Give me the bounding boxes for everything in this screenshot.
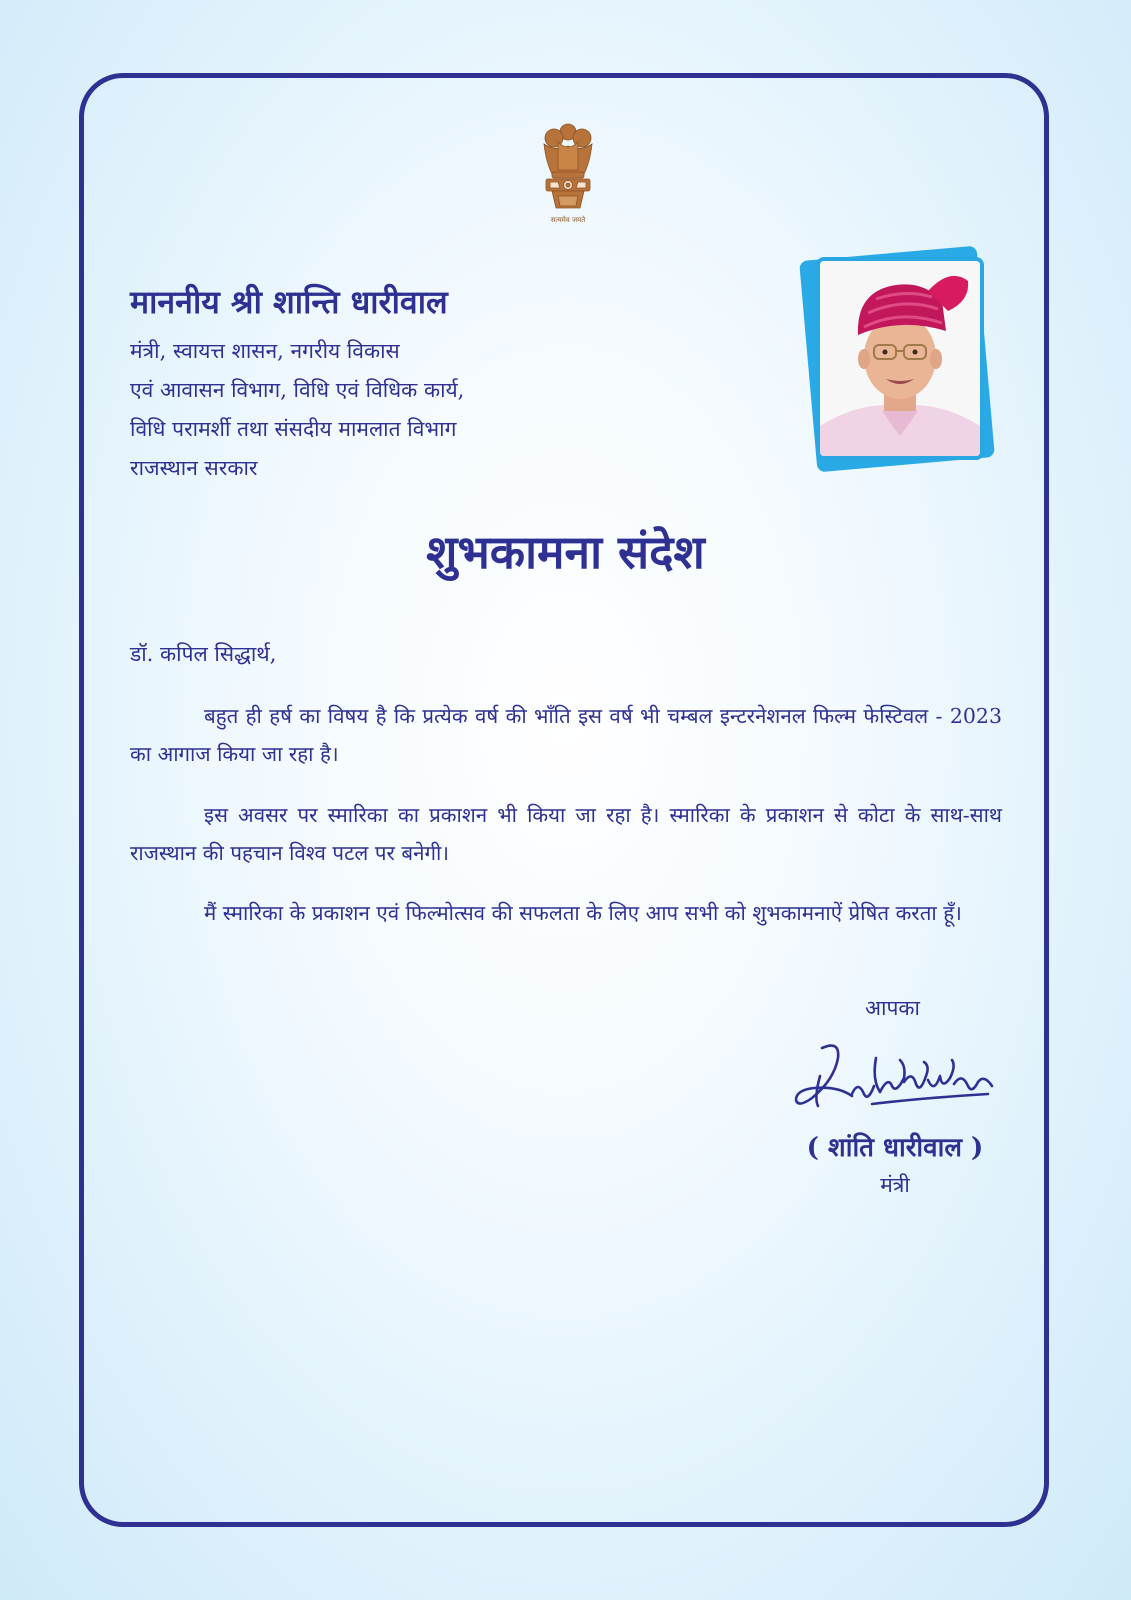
message-paragraph: बहुत ही हर्ष का विषय है कि प्रत्येक वर्ष की भाँति इस वर्ष भी चम्बल इन्टरनेशनल फिल्म फेस्टिवल - 2023 का आगाज किया जा रहा है। [130,704,1002,766]
minister-photo-frame [806,245,1002,470]
designation-line: विधि परामर्शी तथा संसदीय मामलात विभाग [130,417,457,441]
page-title: शुभकामना संदेश [426,525,705,579]
message-paragraph: इस अवसर पर स्मारिका का प्रकाशन भी किया जा रहा है। स्मारिका के प्रकाशन से कोटा के साथ-साथ राजस्थान की पहचान विश्व पटल पर बनेगी। [130,803,1002,865]
minister-photo [816,257,984,460]
handwritten-signature [792,1036,1002,1126]
designation-line: एवं आवासन विभाग, विधि एवं विधिक कार्य, [130,378,465,402]
signatory-title: मंत्री [880,1173,910,1197]
designation-line: मंत्री, स्वायत्त शासन, नगरीय विकास [130,339,400,363]
signatory-name: ( शांति धारीवाल ) [806,1133,984,1163]
designation-line: राजस्थान सरकार [130,456,258,480]
salutation: डॉ. कपिल सिद्धार्थ, [130,642,277,666]
emblem-motto: सत्यमेव जयते [550,216,586,224]
minister-name: माननीय श्री शान्ति धारीवाल [130,283,448,321]
message-paragraph: मैं स्मारिका के प्रकाशन एवं फिल्मोत्सव की सफलता के लिए आप सभी को शुभकामनाऐं प्रेषित करता हूँ। [204,901,962,925]
national-emblem-icon [532,122,604,230]
closing-text: आपका [865,996,920,1020]
minister-header [130,282,750,488]
